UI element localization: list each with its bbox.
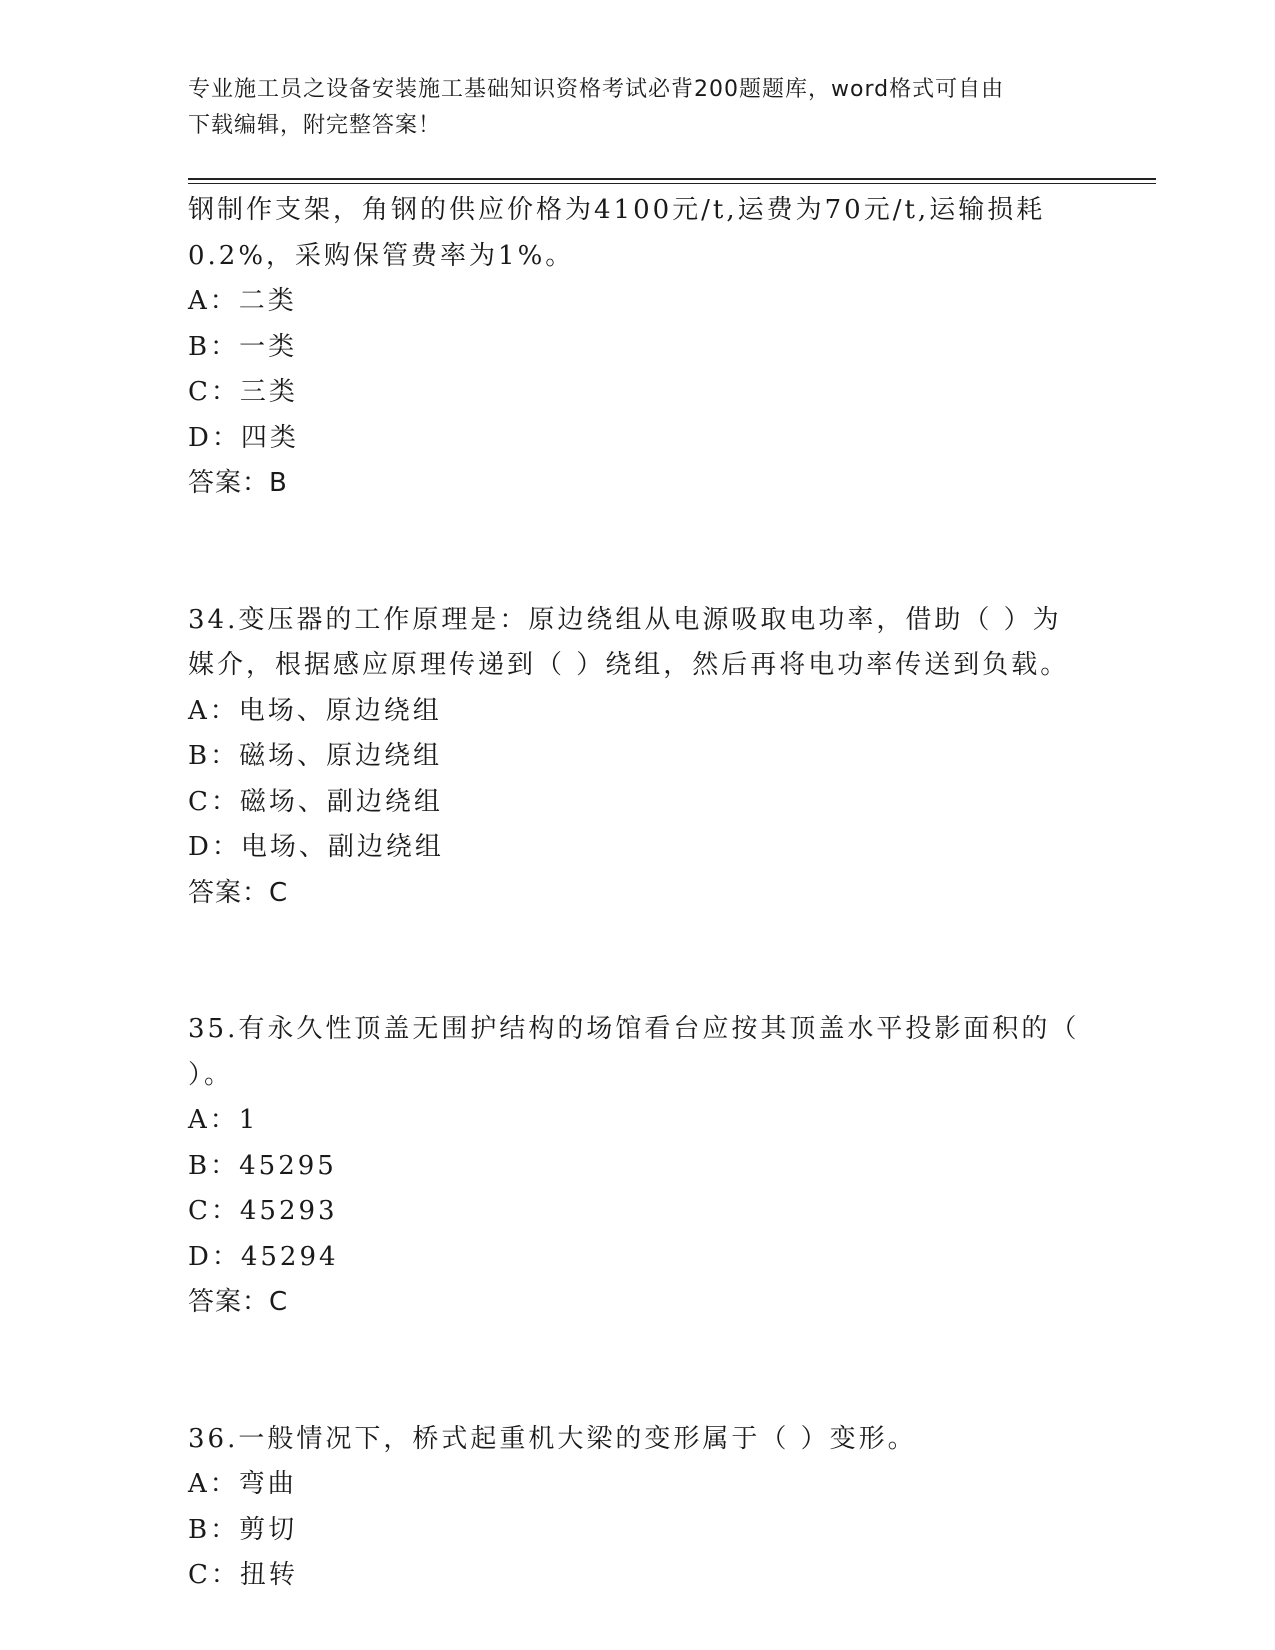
question-33-text-line-2: 0.2%，采购保管费率为1%。 bbox=[188, 240, 575, 271]
question-list bbox=[188, 188, 1080, 1599]
header-divider-thin bbox=[188, 183, 1156, 184]
question-36-option-b: B：剪切 bbox=[188, 1514, 298, 1545]
question-36 bbox=[188, 1417, 1068, 1599]
question-33 bbox=[188, 188, 1068, 507]
question-36-option-a: A：弯曲 bbox=[188, 1469, 297, 1499]
question-34-option-d: D：电场、副边绕组 bbox=[188, 832, 444, 862]
question-34-option-c: C：磁场、副边绕组 bbox=[188, 786, 443, 817]
question-35-answer: 答案：C bbox=[188, 1287, 289, 1317]
question-spacer bbox=[188, 1326, 1068, 1417]
question-spacer bbox=[188, 916, 1068, 1007]
question-35-option-d: D：45294 bbox=[188, 1241, 339, 1272]
header-divider-thick bbox=[188, 178, 1156, 180]
question-35-text-line-2: ）。 bbox=[188, 1059, 234, 1090]
question-33-answer: 答案：B bbox=[188, 468, 288, 498]
question-34 bbox=[188, 598, 1068, 917]
question-spacer bbox=[188, 507, 1068, 598]
question-35-text-line-1: 35.有永久性顶盖无围护结构的场馆看台应按其顶盖水平投影面积的（ bbox=[188, 1014, 1080, 1044]
question-36-option-c: C：扭转 bbox=[188, 1560, 298, 1590]
question-34-text-line-1: 34.变压器的工作原理是：原边绕组从电源吸取电功率，借助（ ）为 bbox=[188, 604, 1062, 635]
question-35-option-c: C：45293 bbox=[188, 1196, 338, 1226]
question-34-option-b: B：磁场、原边绕组 bbox=[188, 741, 443, 771]
question-33-option-b: B：一类 bbox=[188, 331, 298, 362]
document-header bbox=[188, 72, 1088, 144]
question-33-option-c: C：三类 bbox=[188, 377, 298, 407]
header-line-2: 下载编辑，附完整答案！ bbox=[188, 113, 442, 138]
header-line-1: 专业施工员之设备安装施工基础知识资格考试必背200题题库，word格式可自由 bbox=[188, 77, 1005, 102]
question-35-option-b: B：45295 bbox=[188, 1150, 337, 1181]
question-33-text-line-1: 钢制作支架，角钢的供应价格为4100元/t,运费为70元/t,运输损耗 bbox=[188, 195, 1046, 225]
question-33-option-a: A：二类 bbox=[188, 286, 297, 316]
question-35-option-a: A：1 bbox=[188, 1105, 259, 1135]
question-34-option-a: A：电场、原边绕组 bbox=[188, 695, 442, 726]
question-33-option-d: D：四类 bbox=[188, 422, 299, 453]
question-35 bbox=[188, 1007, 1080, 1326]
question-36-text-line-1: 36.一般情况下，桥式起重机大梁的变形属于（ ）变形。 bbox=[188, 1423, 917, 1454]
question-34-text-line-2: 媒介，根据感应原理传递到（ ）绕组，然后再将电功率传送到负载。 bbox=[188, 650, 1070, 680]
question-34-answer: 答案：C bbox=[188, 877, 289, 908]
